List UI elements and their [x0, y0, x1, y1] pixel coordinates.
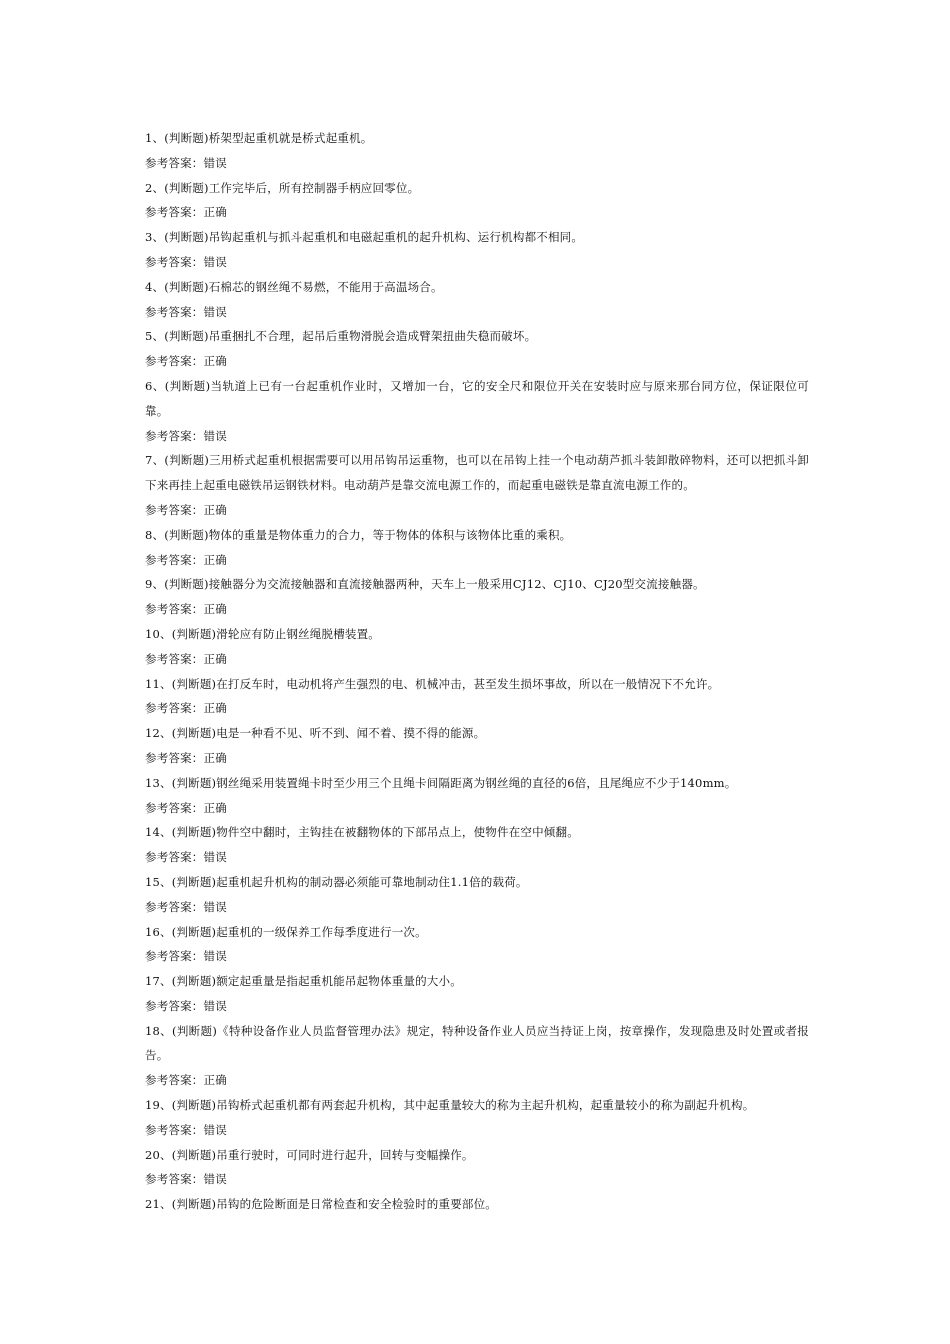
answer-text: 参考答案：正确: [145, 651, 227, 666]
question-item: [145, 176, 809, 226]
question-text: 3、(判断题)吊钩起重机与抓斗起重机和电磁起重机的起升机构、运行机构都不相同。: [145, 230, 584, 245]
question-item: [145, 572, 809, 622]
question-item: [145, 622, 809, 672]
question-item: [145, 672, 809, 722]
question-item: [145, 1143, 809, 1193]
question-text: 5、(判断题)吊重捆扎不合理，起吊后重物滑脱会造成臂架扭曲失稳而破坏。: [145, 329, 537, 344]
question-text: 1、(判断题)桥架型起重机就是桥式起重机。: [145, 131, 373, 145]
question-text: 11、(判断题)在打反车时，电动机将产生强烈的电、机械冲击，甚至发生损坏事故，所以在一般情况下不允许。: [145, 676, 720, 691]
question-item: [145, 920, 809, 970]
question-text: 10、(判断题)滑轮应有防止钢丝绳脱槽装置。: [145, 626, 381, 641]
question-text: 2、(判断题)工作完毕后，所有控制器手柄应回零位。: [145, 180, 420, 195]
question-item: [145, 771, 809, 821]
question-text: 9、(判断题)接触器分为交流接触器和直流接触器两种，天车上一般采用CJ12、CJ10、CJ20型交流接触器。: [145, 577, 705, 592]
question-item: [145, 275, 809, 325]
question-item: [145, 1192, 809, 1217]
question-text: 6、(判断题)当轨道上已有一台起重机作业时，又增加一台，它的安全尺和限位开关在安装时应与原来那台同方位，保证限位可靠。: [145, 378, 809, 418]
question-text: 4、(判断题)石棉芯的钢丝绳不易燃，不能用于高温场合。: [145, 279, 443, 294]
question-text: 17、(判断题)额定起重量是指起重机能吊起物体重量的大小。: [145, 974, 462, 989]
answer-text: 参考答案：正确: [145, 502, 227, 517]
answer-text: 参考答案：正确: [145, 205, 227, 220]
answer-text: 参考答案：错误: [145, 155, 227, 170]
answer-text: 参考答案：正确: [145, 354, 227, 369]
answer-text: 参考答案：错误: [145, 1172, 227, 1187]
answer-text: 参考答案：错误: [145, 1122, 227, 1137]
question-item: [145, 820, 809, 870]
question-item: [145, 1019, 809, 1093]
question-list: [145, 126, 809, 1217]
answer-text: 参考答案：正确: [145, 800, 227, 815]
question-item: [145, 126, 809, 176]
question-item: [145, 523, 809, 573]
question-item: [145, 448, 809, 522]
question-text: 8、(判断题)物体的重量是物体重力的合力，等于物体的体积与该物体比重的乘积。: [145, 527, 572, 542]
question-item: [145, 324, 809, 374]
answer-text: 参考答案：正确: [145, 750, 227, 765]
answer-text: 参考答案：错误: [145, 998, 227, 1013]
answer-text: 参考答案：正确: [145, 552, 227, 567]
question-text: 7、(判断题)三用桥式起重机根据需要可以用吊钩吊运重物，也可以在吊钩上挂一个电动葫芦抓斗装卸散碎物料，还可以把抓斗卸下来再挂上起重电磁铁吊运钢铁材料。电动葫芦是靠交流电源工作的，而起重电磁铁是靠直流电源工作的。: [145, 453, 809, 493]
question-item: [145, 225, 809, 275]
question-text: 14、(判断题)物件空中翻时，主钩挂在被翻物体的下部吊点上，使物件在空中倾翻。: [145, 825, 579, 840]
answer-text: 参考答案：正确: [145, 1073, 227, 1088]
question-text: 18、(判断题)《特种设备作业人员监督管理办法》规定，特种设备作业人员应当持证上岗，按章操作，发现隐患及时处置或者报告。: [145, 1023, 809, 1063]
answer-text: 参考答案：错误: [145, 304, 227, 319]
answer-text: 参考答案：正确: [145, 602, 227, 617]
answer-text: 参考答案：错误: [145, 949, 227, 964]
answer-text: 参考答案：错误: [145, 850, 227, 865]
answer-text: 参考答案：错误: [145, 899, 227, 914]
answer-text: 参考答案：错误: [145, 254, 227, 269]
question-text: 13、(判断题)钢丝绳采用装置绳卡时至少用三个且绳卡间隔距离为钢丝绳的直径的6倍，且尾绳应不少于140mm。: [145, 775, 737, 790]
question-text: 12、(判断题)电是一种看不见、听不到、闻不着、摸不得的能源。: [145, 726, 486, 741]
question-text: 19、(判断题)吊钩桥式起重机都有两套起升机构，其中起重量较大的称为主起升机构，起重量较小的称为副起升机构。: [145, 1098, 755, 1113]
question-text: 16、(判断题)起重机的一级保养工作每季度进行一次。: [145, 924, 427, 939]
answer-text: 参考答案：正确: [145, 701, 227, 716]
question-text: 20、(判断题)吊重行驶时，可同时进行起升，回转与变幅操作。: [145, 1147, 474, 1162]
answer-text: 参考答案：错误: [145, 428, 227, 443]
question-item: [145, 374, 809, 448]
question-item: [145, 1093, 809, 1143]
question-text: 21、(判断题)吊钩的危险断面是日常检查和安全检验时的重要部位。: [145, 1197, 498, 1212]
question-item: [145, 721, 809, 771]
question-item: [145, 870, 809, 920]
question-text: 15、(判断题)起重机起升机构的制动器必须能可靠地制动住1.1倍的载荷。: [145, 874, 528, 889]
question-item: [145, 969, 809, 1019]
